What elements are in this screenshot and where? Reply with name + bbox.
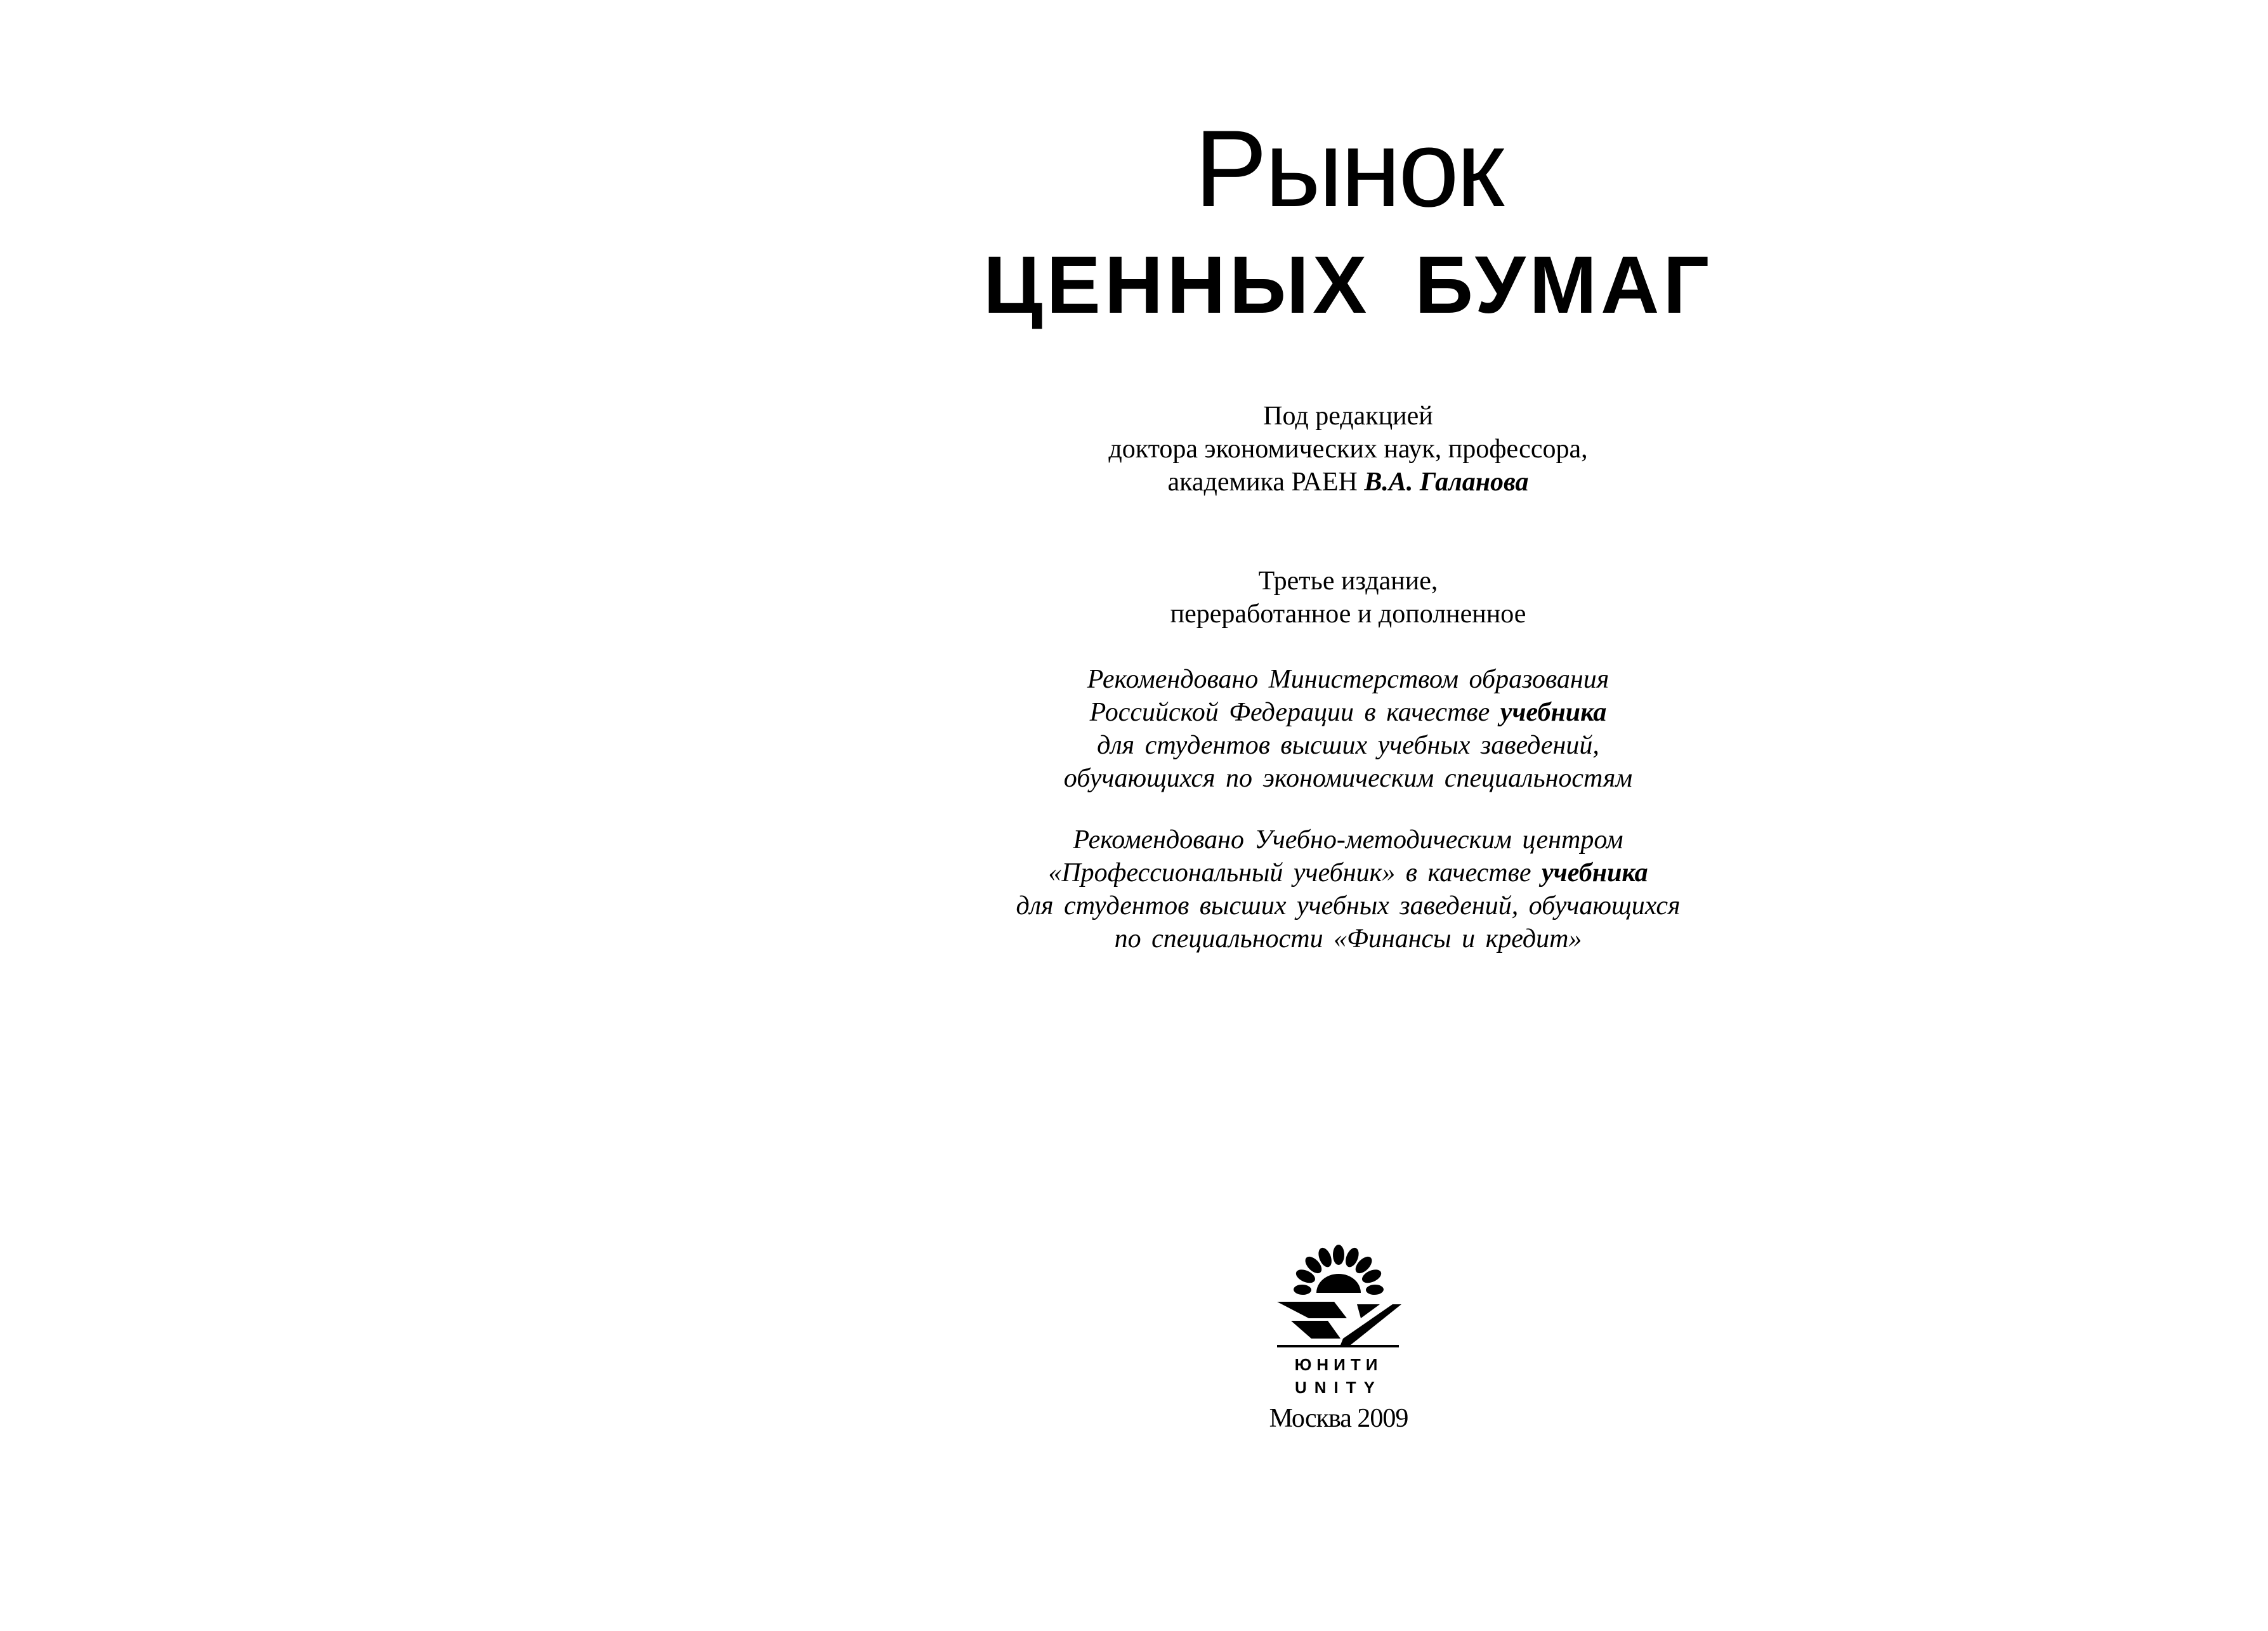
ministry-rec-line2 [920,696,1776,729]
editor-name: В.А. Галанова [1364,468,1529,497]
center-rec-line2-text: «Профессиональный учебник» в качестве [1048,858,1542,888]
center-recommendation [920,823,1776,955]
editor-block [920,400,1776,499]
book-title [920,108,1776,331]
ministry-rec-line2-text: Российской Федерации в качестве [1089,698,1500,727]
book-title-line2: ЦЕННЫХ БУМАГ [983,240,1714,331]
place-and-year: Москва 2009 [1269,1404,1408,1433]
editor-title: академика РАЕН [1167,468,1365,497]
ministry-rec-line4: обучающихся по экономическим специальностям [1063,764,1633,793]
edition-line1: Третье издание, [1258,567,1438,596]
ministry-rec-textbook-word: учебника [1500,698,1607,727]
editor-line2: доктора экономических наук, профессора, [1108,435,1588,464]
edition-block [920,565,1776,631]
book-title-line1: Рынок [1194,108,1502,230]
logo-text-ru: ЮНИТИ [1294,1355,1383,1374]
logo-text-en: UNITY [1295,1378,1382,1397]
editor-line3 [920,466,1776,499]
ministry-rec-line3: для студентов высших учебных заведений, [1097,731,1599,760]
editor-line1: Под редакцией [1263,402,1433,431]
center-rec-line2 [920,856,1776,889]
ministry-rec-line1: Рекомендовано Министерством образования [1087,665,1609,694]
center-rec-textbook-word: учебника [1542,858,1648,888]
unity-publisher-logo-icon [1272,1243,1405,1408]
center-rec-line1: Рекомендовано Учебно-методическим центром [1073,825,1623,855]
center-rec-line3: для студентов высших учебных заведений, обучающихся [1016,891,1681,920]
center-rec-line4: по специальности «Финансы и кредит» [1114,924,1582,953]
edition-line2: переработанное и дополненное [1170,599,1526,629]
ministry-recommendation [920,663,1776,795]
